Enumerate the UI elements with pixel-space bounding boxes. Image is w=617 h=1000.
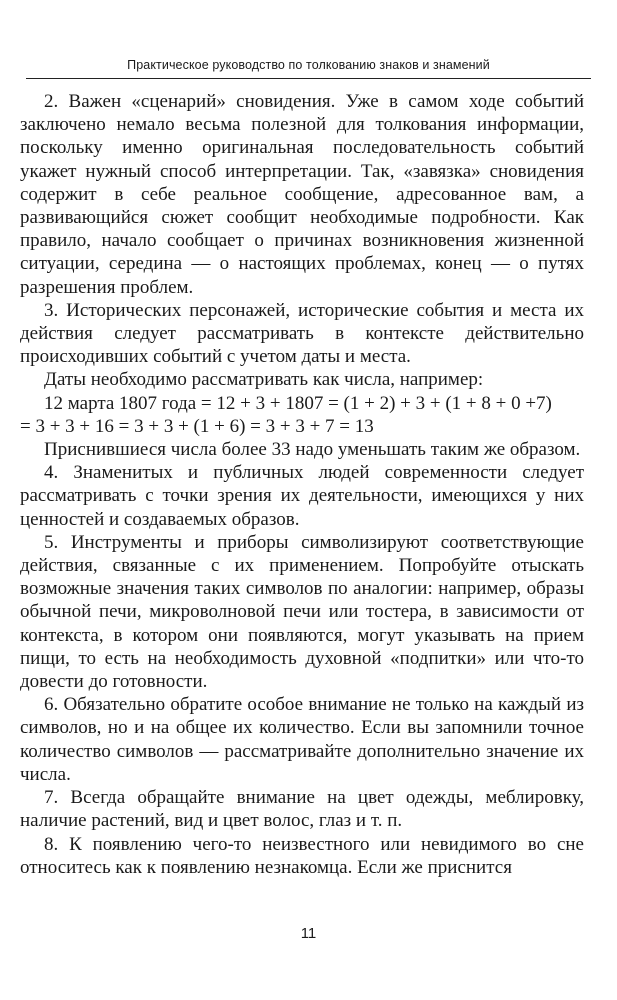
paragraph-unknown: 8. К появлению чего-то неизвестного или невидимого во сне относитесь как к появлению незнакомца. Если же приснится [20,833,584,878]
paragraph-scenario: 2. Важен «сценарий» сновидения. Уже в самом ходе событий заключено немало весьма полезной для толкования информации, поскольку именно оригинальная последовательность событий укажет нужный способ интерпретации. Так, «завязка» сновидения содержит в себе реальное сообщение, адресованное вам, а развивающийся сюжет сообщит необходимые подробности. Как правило, начало сообщает о причинах возникновения жизненной ситуации, середина — о настоящих проблемах, конец — о путях разрешения проблем. [20,91,584,298]
header-rule [26,78,591,79]
date-formula-line-1: 12 марта 1807 года = 12 + 3 + 1807 = (1 + 2) + 3 + (1 + 8 + 0 +7) [44,392,552,414]
paragraph-numbers: Приснившиеся числа более 33 надо уменьшать таким же образом. [44,439,581,461]
paragraph-colors: 7. Всегда обращайте внимание на цвет одежды, меблировку, наличие растений, вид и цвет волос, глаз и т. п. [20,787,584,832]
paragraph-symbol-count: 6. Обязательно обратите особое внимание не только на каждый из символов, но и на общее их количество. Если вы запомнили точное количество символов — рассматривайте дополнительно значение их числа. [20,694,584,785]
page-body [20,90,584,879]
running-header: Практическое руководство по толкованию знаков и знамений [127,58,490,72]
date-formula-line-2: = 3 + 3 + 16 = 3 + 3 + (1 + 6) = 3 + 3 + 7 = 13 [20,415,374,437]
paragraph-famous-people: 4. Знаменитых и публичных людей современности следует рассматривать с точки зрения их деятельности, имеющихся у них ценностей и создаваемых образов. [20,462,584,530]
page-number: 11 [300,925,317,942]
paragraph-historical: 3. Исторических персонажей, исторические события и места их действия следует рассматривать в контексте действительно происходивших событий с учетом даты и места. [20,299,584,368]
paragraph-instruments: 5. Инструменты и приборы символизируют соответствующие действия, связанные с их применением. Попробуйте отыскать возможные значения таких символов по аналогии: например, образы обычной печи, микроволновой печи или тостера, в зависимости от контекста, в котором они появляются, могут указывать на прием пищи, то есть на необходимость духовной «подпитки» или что-то довести до готовности. [20,531,584,693]
paragraph-dates: Даты необходимо рассматривать как числа, например: [44,369,484,391]
